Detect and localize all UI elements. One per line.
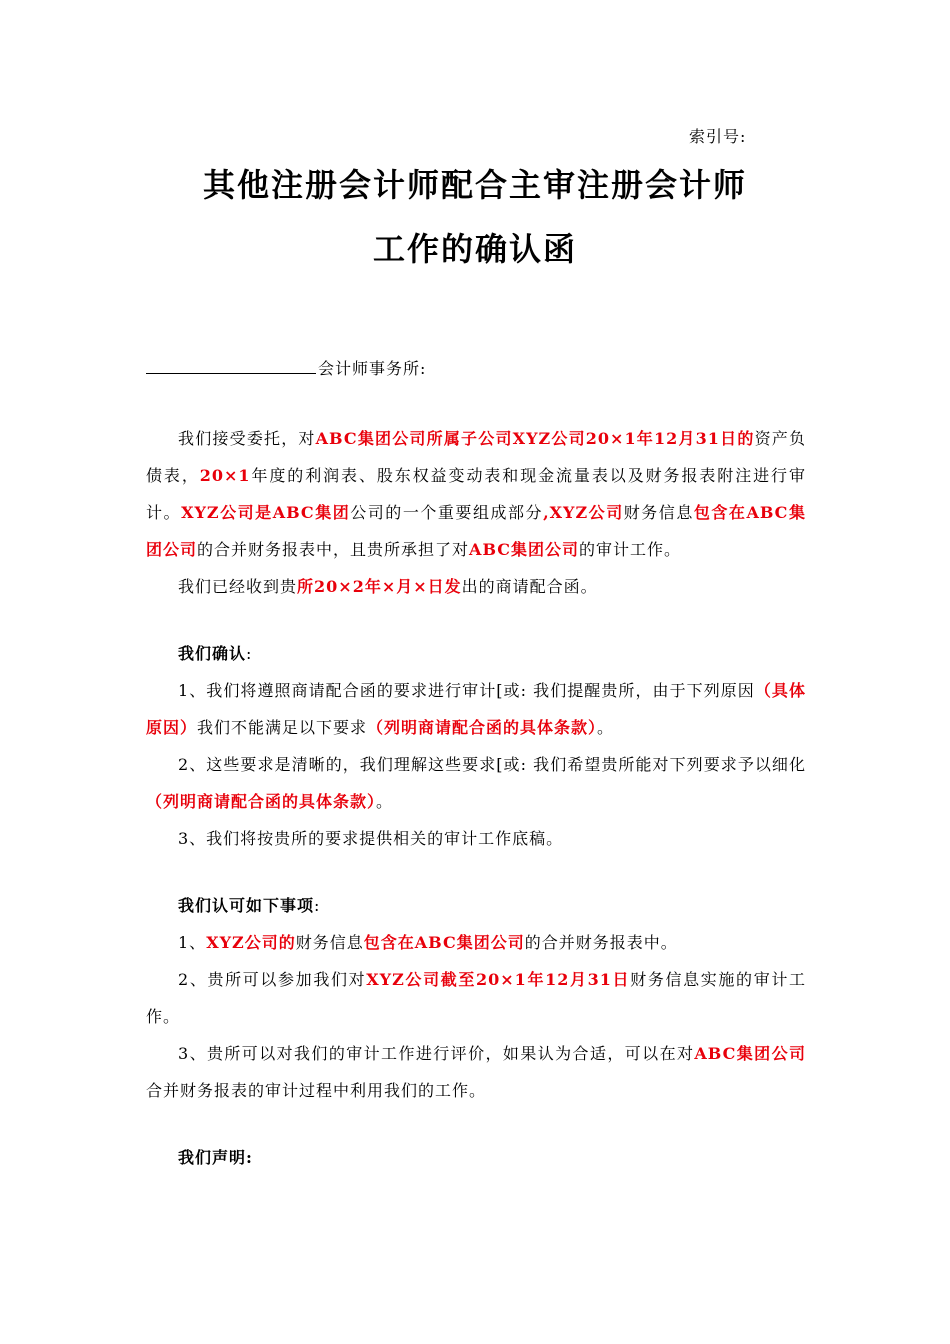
highlight-run: ABC集团公司 (469, 540, 580, 559)
text-run: 的合并财务报表中。 (524, 933, 678, 952)
addressee-blank (146, 357, 316, 374)
document-title-line-2: 工作的确认函 (372, 230, 577, 268)
text-run: 财务信息实施的审计工作。 (146, 970, 806, 1026)
highlight-run: 20×1 (199, 466, 251, 485)
text-run: 的审计工作。 (579, 540, 682, 559)
section-heading-declare: 我们声明: (178, 1148, 253, 1167)
paragraph-received (146, 568, 806, 605)
text-run: 财务信息 (295, 933, 364, 952)
text-run: 1、我们将遵照商请配合函的要求进行审计[或: 我们提醒贵所，由于下列原因 (178, 681, 755, 700)
heading-text: 我们认可如下事项 (178, 896, 315, 915)
section-heading-acknowledge (146, 887, 806, 924)
highlight-run: 所20×2年×月×日发 (297, 577, 462, 596)
heading-text: 我们确认 (178, 644, 247, 663)
highlight-run: XYZ公司是ABC集团 (181, 503, 351, 522)
heading-colon: : (314, 896, 321, 915)
text-run: 2、贵所可以参加我们对 (178, 970, 367, 989)
section-spacer (146, 1109, 806, 1139)
text-run: 资产负债表， (146, 429, 806, 485)
highlight-run: XYZ公司的 (206, 933, 296, 952)
text-run: 合并财务报表的审计过程中利用我们的工作。 (146, 1081, 487, 1100)
confirm-item-1 (146, 672, 806, 746)
highlight-run: （列明商请配合函的具体条款） (367, 718, 598, 737)
addressee-line (146, 356, 426, 379)
text-run: 财务信息 (623, 503, 694, 522)
highlight-run: ,XYZ公司 (543, 503, 624, 522)
text-run: 。 (597, 718, 615, 737)
highlight-run: 包含在ABC集团公司 (363, 933, 525, 952)
text-run: 。 (376, 792, 394, 811)
text-run: 1、 (178, 933, 207, 952)
section-heading-confirm (146, 635, 806, 672)
letter-body (146, 420, 806, 1176)
heading-colon: : (246, 644, 253, 663)
text-run: 3、贵所可以对我们的审计工作进行评价，如果认为合适，可以在对 (178, 1044, 695, 1063)
text-run: 我们已经收到贵 (178, 577, 298, 596)
section-spacer (146, 605, 806, 635)
text-run: 出的商请配合函。 (461, 577, 598, 596)
text-run: 我们接受委托，对 (178, 429, 316, 448)
acknowledge-item-3 (146, 1035, 806, 1109)
highlight-run: （具体原因） (146, 681, 806, 737)
highlight-run: （列明商请配合函的具体条款） (146, 792, 377, 811)
document-title-line-1: 其他注册会计师配合主审注册会计师 (202, 166, 747, 204)
highlight-run: 包含在ABC集团公司 (146, 503, 806, 559)
text-run: 的合并财务报表中，且贵所承担了对 (197, 540, 470, 559)
highlight-run: XYZ公司截至20×1年12月31日 (366, 970, 631, 989)
confirm-item-3: 3、我们将按贵所的要求提供相关的审计工作底稿。 (178, 829, 564, 848)
highlight-run: ABC集团公司 (694, 1044, 806, 1063)
index-number-label: 索引号: (689, 127, 747, 146)
text-run: 我们不能满足以下要求 (197, 718, 368, 737)
paragraph-engagement (146, 420, 806, 568)
text-run: 年度的利润表、股东权益变动表和现金流量表以及财务报表附注进行审计。 (146, 466, 806, 522)
text-run: 2、这些要求是清晰的，我们理解这些要求[或: 我们希望贵所能对下列要求予以细化 (178, 755, 806, 774)
section-spacer (146, 857, 806, 887)
acknowledge-item-2 (146, 961, 806, 1035)
confirm-item-2 (146, 746, 806, 820)
text-run: 公司的一个重要组成部分 (350, 503, 544, 522)
addressee-suffix: 会计师事务所: (318, 359, 427, 378)
highlight-run: ABC集团公司所属子公司XYZ公司20×1年12月31日的 (315, 429, 755, 448)
acknowledge-item-1 (146, 924, 806, 961)
